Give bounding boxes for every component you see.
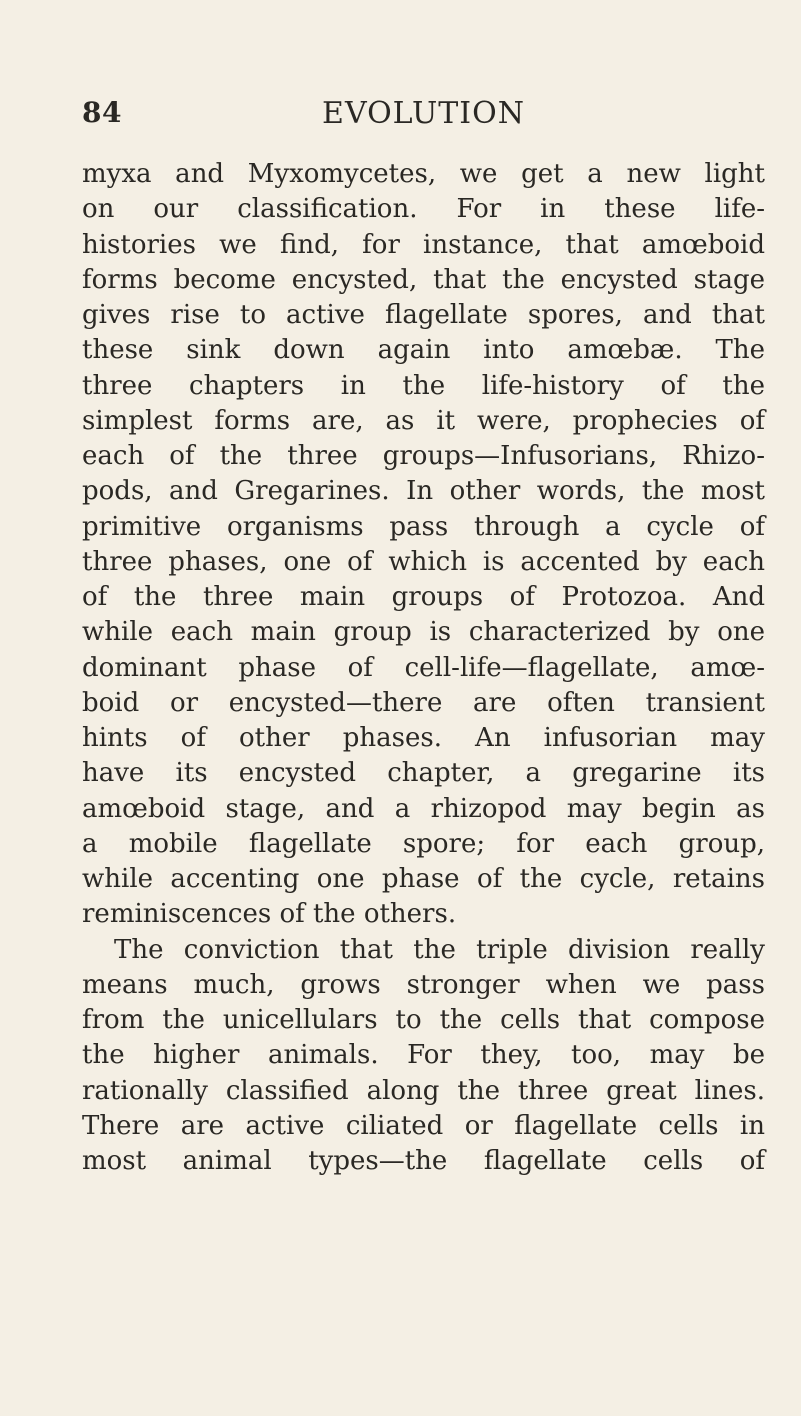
body-text [82,157,765,1179]
text-line: three chapters in the life-history of the [82,370,765,401]
text-line: a mobile flagellate spore; for each group, [82,828,765,859]
page-header [82,96,765,142]
paragraph-start-line: The conviction that the triple division really [114,934,765,965]
text-line: have its encysted chapter, a gregarine its [82,758,765,789]
paragraph-end-line: reminiscences of the others. [82,899,457,930]
text-line: histories we find, for instance, that amœboid [82,229,765,260]
text-line: gives rise to active flagellate spores, and that [82,300,765,330]
text-line: amœboid stage, and a rhizopod may begin as [82,793,765,824]
text-line: while each main group is characterized by one [82,617,765,648]
text-line: most animal types—the flagellate cells of [82,1146,765,1176]
text-line: rationally classified along the three great lines. [82,1075,765,1106]
text-line: on our classification. For in these life- [82,194,765,225]
text-line: forms become encysted, that the encysted stage [82,264,765,295]
text-line: means much, grows stronger when we pass [82,969,765,1000]
text-line: hints of other phases. An infusorian may [82,723,765,753]
text-line: simplest forms are, as it were, prophecies of [82,405,765,436]
text-line: boid or encysted—there are often transient [82,687,765,718]
text-line: these sink down again into amœbæ. The [82,335,765,366]
text-line: the higher animals. For they, too, may be [82,1040,765,1071]
text-line: three phases, one of which is accented by each [82,546,765,577]
text-line: primitive organisms pass through a cycle of [82,511,765,542]
text-line: while accenting one phase of the cycle, retains [82,864,765,894]
text-line: There are active ciliated or flagellate cells in [82,1110,765,1141]
page-number: 84 [82,96,122,129]
text-line: pods, and Gregarines. In other words, the most [82,476,765,507]
text-line: each of the three groups—Infusorians, Rhizo- [82,441,765,471]
text-line: dominant phase of cell-life—flagellate, amœ- [82,652,765,683]
running-title: EVOLUTION [322,96,525,131]
text-line: myxa and Myxomycetes, we get a new light [82,159,765,189]
text-line: from the unicellulars to the cells that compose [82,1005,765,1035]
text-line: of the three main groups of Protozoa. And [82,582,765,612]
